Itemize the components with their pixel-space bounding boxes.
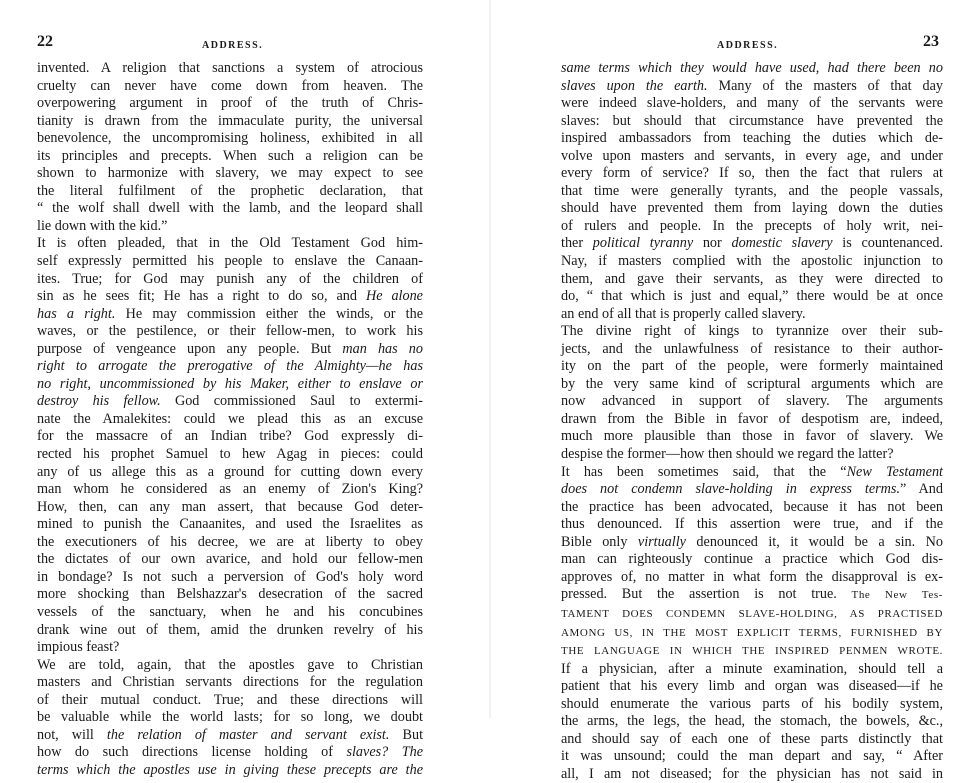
text-run: should have prevented them from laying down the duties (561, 200, 943, 217)
text-line (561, 253, 943, 271)
text-line (561, 678, 943, 696)
text-line (37, 376, 423, 394)
text-line (37, 113, 423, 131)
text-run: He alone (365, 288, 423, 305)
text-run: impious feast? (37, 639, 120, 656)
text-run: shown to harmonize with slavery, we may expect to see (37, 165, 423, 182)
text-run: THE LANGUAGE IN WHICH THE INSPIRED PENMEN WROTE. (561, 645, 943, 658)
text-run: all, I am not diseased; for the physician has not said in (561, 765, 943, 782)
running-head: ADDRESS. (202, 40, 264, 51)
text-run: overpowering argument in proof of the truth of Chris- (37, 95, 423, 112)
text-line (561, 218, 943, 236)
text-run: New Testament (846, 463, 943, 480)
text-line (561, 569, 943, 587)
text-run: the arms, the legs, the head, the stomach, the bowels, &c., (561, 713, 943, 730)
text-line (561, 551, 943, 569)
text-line (561, 323, 943, 341)
text-run: slaves upon the earth. (561, 77, 708, 94)
text-run: man has no (342, 340, 423, 357)
text-line (561, 766, 943, 783)
text-line (37, 762, 423, 780)
text-line (561, 605, 943, 624)
text-run: ity on the part of the people, were formerly maintained (561, 358, 943, 375)
text-run: every form of service? If so, then the fact that rulers at (561, 165, 943, 182)
text-run: domestic slavery (731, 235, 833, 252)
text-run: “ the wolf shall dwell with the lamb, and the leopard shall (37, 200, 423, 217)
text-run: the executioners of his decree, we are at liberty to obey (37, 533, 423, 550)
text-run: political tyranny (592, 235, 694, 252)
text-line (561, 341, 943, 359)
text-line (37, 288, 423, 306)
text-run: no right, uncommissioned by his Maker, either to enslave or (37, 375, 423, 392)
text-line (37, 341, 423, 359)
text-line (561, 446, 943, 464)
text-line (561, 748, 943, 766)
text-line (37, 78, 423, 96)
text-run: tianity is drawn from the immaculate purity, the universal (37, 112, 423, 129)
text-run: lie down with the kid.” (37, 217, 168, 234)
text-line (37, 464, 423, 482)
text-run: If a physician, after a minute examination, should tell a (561, 660, 943, 677)
text-line (37, 499, 423, 517)
text-run: self expressly permitted his people to enslave the Canaan- (37, 253, 423, 270)
text-run: more shocking than Belshazzar's desecration of the sacred (37, 586, 423, 603)
text-run: drank wine out of them, amid the drunken revelry of his (37, 621, 423, 638)
text-line (37, 674, 423, 692)
text-run: does not condemn slave-holding in express terms. (561, 481, 900, 498)
text-run: that time were generally tyrants, and the people vassals, (561, 182, 943, 199)
text-run: God commissioned Saul to extermi- (160, 393, 424, 410)
text-run: drawn from the Bible in favor of despotism are, indeed, (561, 410, 943, 427)
page-number: 22 (37, 33, 53, 50)
text-line (561, 60, 943, 78)
text-run: has a right. (37, 305, 116, 322)
text-line (561, 534, 943, 552)
text-run: is countenanced. (832, 235, 944, 252)
text-run: But (389, 726, 424, 743)
text-run: the dictates of our own avarice, and hold our fellow-men (37, 551, 423, 568)
text-run: any of us allege this as a ground for cutting down every (37, 463, 423, 480)
text-line (561, 358, 943, 376)
text-line (37, 60, 423, 78)
text-line (561, 661, 943, 679)
text-line (37, 692, 423, 710)
text-line (37, 358, 423, 376)
text-line (561, 200, 943, 218)
text-run: He may commission either the winds, or the (115, 305, 423, 322)
text-run: the literal fulfilment of the prophetic declaration, that (37, 182, 423, 199)
text-run: inspired ambassadors from teaching the duties which de- (561, 130, 943, 147)
text-line (561, 642, 943, 661)
text-line (561, 713, 943, 731)
text-run: for the massacre of an Indian tribe? God expressly di- (37, 428, 423, 445)
text-run: rected his prophet Samuel to hew Agag in pieces: could (37, 446, 423, 463)
text-line (561, 696, 943, 714)
text-run: be valuable while the world lasts; for so long, we doubt (37, 709, 423, 726)
text-line (37, 534, 423, 552)
text-run: approves of, no matter in what form the disapproval is ex- (561, 568, 943, 585)
text-line (37, 200, 423, 218)
text-line (561, 464, 943, 482)
text-line (37, 516, 423, 534)
text-line (561, 411, 943, 429)
text-line (561, 393, 943, 411)
text-line (37, 709, 423, 727)
text-line (561, 586, 943, 605)
text-run: It is often pleaded, that in the Old Testament God him- (37, 235, 423, 252)
text-line (37, 95, 423, 113)
text-run: sin as he sees fit; He has a right to do so, and (37, 288, 366, 305)
text-line (37, 393, 423, 411)
text-run: nate the Amalekites: could we plead this as an excuse (37, 410, 423, 427)
page-number: 23 (923, 33, 939, 50)
text-line (37, 253, 423, 271)
text-line (37, 323, 423, 341)
text-line (37, 165, 423, 183)
text-run: nor (693, 235, 732, 252)
text-run: volve upon masters and servants, in every age, and under (561, 147, 943, 164)
text-line (561, 516, 943, 534)
text-run: much more plausible than those in favor of slavery. We (561, 428, 943, 445)
text-run: same terms which they would have used, had there been no (561, 60, 943, 76)
text-run: do, “ that which is just and equal,” there would be at once (561, 288, 943, 305)
text-run: man can righteously continue a practice which God dis- (561, 551, 943, 568)
text-run: The New Tes- (851, 589, 943, 602)
text-run: how do such directions license holding of (37, 744, 347, 761)
text-run: an end of all that is properly called slavery. (561, 305, 806, 322)
text-run: destroy his fellow. (37, 393, 161, 410)
text-line (561, 731, 943, 749)
left-page (0, 0, 490, 778)
page-body-text (561, 60, 943, 783)
text-run: the relation of master and servant exist. (106, 726, 390, 743)
text-line (37, 604, 423, 622)
text-run: invented. A religion that sanctions a system of atrocious (37, 60, 423, 76)
text-run: mined to punish the Canaanites, and used the Israelites as (37, 516, 423, 533)
page-body-text (37, 60, 423, 779)
text-run: It has been sometimes said, that the “ (561, 463, 847, 480)
text-run: ” And (900, 481, 943, 498)
text-run: terms which the apostles use in giving these precepts are the (37, 761, 423, 778)
text-run: were indeed slave-holders, and many of the servants were (561, 95, 943, 112)
text-run: man whom he considered as an enemy of Zion's King? (37, 481, 423, 498)
text-run: pressed. But the assertion is not true. (561, 586, 852, 603)
text-run: purpose of vengeance upon any people. But (37, 340, 343, 357)
text-run: waves, or the pestilence, or their fellow-men, to work his (37, 323, 423, 340)
text-line (37, 481, 423, 499)
text-line (561, 428, 943, 446)
text-line (561, 113, 943, 131)
text-line (561, 95, 943, 113)
text-run: it was unsound; could the man depart and say, “ After (561, 748, 943, 765)
text-line (561, 271, 943, 289)
text-line (37, 148, 423, 166)
text-line (561, 235, 943, 253)
text-line (561, 130, 943, 148)
text-run: slaves? The (346, 744, 423, 761)
text-run: of their mutual conduct. True; and these directions will (37, 691, 423, 708)
text-line (561, 499, 943, 517)
text-run: denounced it, it would be a sin. No (685, 533, 943, 550)
text-line (37, 271, 423, 289)
text-line (37, 218, 423, 236)
text-run: How, then, can any man assert, that because God deter- (37, 498, 423, 515)
text-run: despise the former—how then should we regard the latter? (561, 446, 894, 463)
text-run: benevolence, the uncompromising holiness, exhibited in all (37, 130, 423, 147)
text-line (37, 569, 423, 587)
text-run: Nay, if masters complied with the apostolic injunction to (561, 253, 943, 270)
text-line (37, 183, 423, 201)
text-run: in bondage? Is not such a perversion of God's holy word (37, 568, 423, 585)
text-run: now advanced in support of slavery. The arguments (561, 393, 943, 410)
text-line (37, 130, 423, 148)
text-line (37, 446, 423, 464)
text-run: ther (561, 235, 593, 252)
text-run: cruelty can never have come down from heaven. The (37, 77, 423, 94)
text-run: by the very same kind of scriptural arguments which are (561, 375, 943, 392)
text-run: should enumerate the various parts of his bodily system, (561, 695, 943, 712)
text-run: The divine right of kings to tyrannize over their sub- (561, 323, 943, 340)
text-run: right to arrogate the prerogative of the Almighty—he has (37, 358, 423, 375)
text-run: them, and gave their servants, as they were directed to (561, 270, 943, 287)
text-line (561, 183, 943, 201)
text-run: masters and Christian servants directions for the regulation (37, 674, 423, 691)
text-line (37, 306, 423, 324)
text-run: the practice has been advocated, because it has not been (561, 498, 943, 515)
text-line (561, 624, 943, 643)
text-line (37, 639, 423, 657)
text-run: thus denounced. If this assertion were true, and if the (561, 516, 943, 533)
text-line (37, 744, 423, 762)
text-line (37, 411, 423, 429)
text-line (561, 306, 943, 324)
text-line (37, 586, 423, 604)
text-run: of rulers and people. In the precepts of holy writ, nei- (561, 217, 943, 234)
text-line (37, 727, 423, 745)
text-run: TAMENT DOES CONDEMN SLAVE-HOLDING, AS PRACTISED (561, 607, 943, 620)
text-run: Bible only (561, 533, 638, 550)
text-run: jects, and the unlawfulness of resistance to their author- (561, 340, 943, 357)
text-run: Many of the masters of that day (707, 77, 943, 94)
text-run: We are told, again, that the apostles gave to Christian (37, 656, 423, 673)
text-line (561, 288, 943, 306)
text-line (561, 78, 943, 96)
text-run: and should say of each one of these parts distinctly that (561, 730, 943, 747)
text-line (37, 551, 423, 569)
text-line (37, 235, 423, 253)
text-run: ites. True; for God may punish any of the children of (37, 270, 423, 287)
text-run: slaves: but should that circumstance have prevented the (561, 112, 943, 129)
text-line (561, 481, 943, 499)
text-run: vessels of the sanctuary, when he and his concubines (37, 603, 423, 620)
text-line (37, 622, 423, 640)
text-line (37, 428, 423, 446)
running-head: ADDRESS. (717, 40, 779, 51)
text-line (561, 148, 943, 166)
text-line (561, 165, 943, 183)
text-run: AMONG US, IN THE MOST EXPLICIT TERMS, FURNISHED BY (561, 626, 943, 639)
text-run: patient that his every limb and organ was diseased—if he (561, 678, 943, 695)
text-run: its principles and precepts. When such a religion can be (37, 147, 423, 164)
text-line (561, 376, 943, 394)
text-run: virtually (637, 533, 686, 550)
text-run: not, will (37, 726, 107, 743)
text-line (37, 657, 423, 675)
